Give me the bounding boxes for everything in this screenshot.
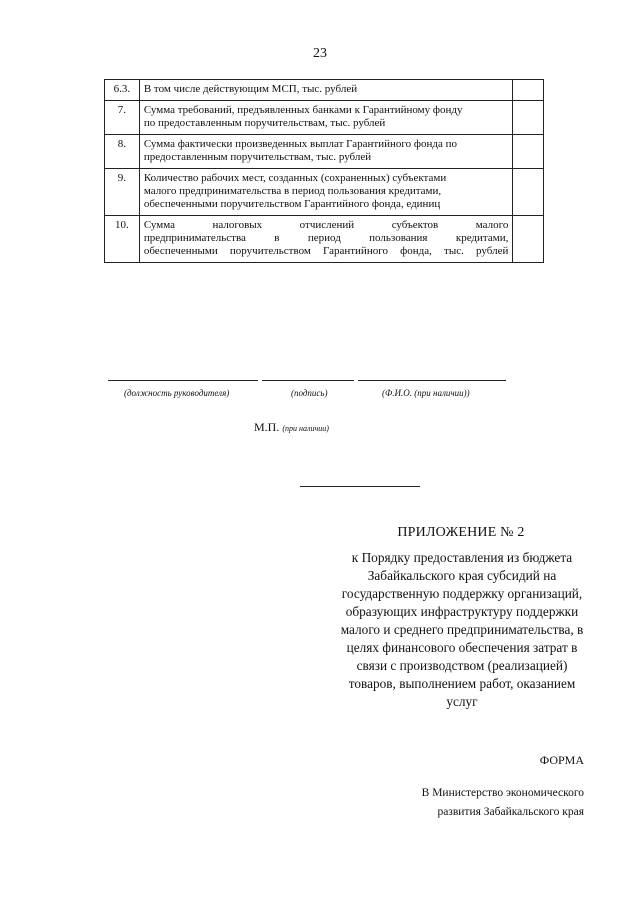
stamp-placeholder bbox=[254, 420, 329, 435]
row-text bbox=[139, 80, 513, 101]
table-row bbox=[105, 80, 544, 101]
position-signature-line bbox=[108, 380, 258, 381]
row-text-line: предпринимательства в период пользования кредитами, bbox=[143, 232, 509, 244]
row-value-cell bbox=[513, 135, 544, 169]
row-number: 9. bbox=[105, 169, 140, 216]
addressee-line: развития Забайкальского края bbox=[437, 806, 584, 818]
stamp-label: М.П. bbox=[254, 420, 280, 434]
row-number: 10. bbox=[105, 216, 140, 263]
row-number: 7. bbox=[105, 101, 140, 135]
stamp-note: (при наличии) bbox=[282, 424, 329, 433]
row-text bbox=[139, 216, 513, 263]
row-text bbox=[139, 101, 513, 135]
name-signature-line bbox=[358, 380, 506, 381]
addressee-block bbox=[384, 784, 584, 822]
row-text bbox=[139, 169, 513, 216]
appendix-title: ПРИЛОЖЕНИЕ № 2 bbox=[397, 525, 525, 540]
addressee-line: В Министерство экономического bbox=[421, 787, 584, 799]
page-number: 23 bbox=[313, 46, 327, 61]
row-text bbox=[139, 135, 513, 169]
table-row bbox=[105, 101, 544, 135]
row-text-line: Сумма требований, предъявленных банками к Гарантийному фонду bbox=[143, 104, 463, 116]
row-value-cell bbox=[513, 101, 544, 135]
row-text-line: Сумма налоговых отчислений субъектов малого bbox=[143, 219, 509, 231]
row-text-line: по предоставленным поручительствам, тыс. рублей bbox=[143, 117, 386, 129]
indicators-table bbox=[104, 79, 544, 263]
row-text-line: Сумма фактически произведенных выплат Гарантийного фонда по bbox=[143, 138, 457, 150]
row-text-line: обеспеченными поручительством Гарантийного фонда, единиц bbox=[143, 198, 441, 210]
table-row bbox=[105, 169, 544, 216]
row-text-line: Количество рабочих мест, созданных (сохраненных) субъектами bbox=[143, 172, 447, 184]
row-number: 6.3. bbox=[105, 80, 140, 101]
row-number: 8. bbox=[105, 135, 140, 169]
row-value-cell bbox=[513, 169, 544, 216]
position-label: (должность руководителя) bbox=[124, 388, 230, 398]
table-row bbox=[105, 216, 544, 263]
form-label: ФОРМА bbox=[539, 753, 584, 767]
appendix-description: к Порядку предоставления из бюджета Забайкальского края субсидий на государственную поддержку организаций, образующих инфраструктуру поддержки малого и среднего предпринимательства, в целях финансового обеспечения затрат в связи с производством (реализацией) товаров, выполнением работ, оказанием услуг bbox=[340, 550, 584, 709]
name-label: (Ф.И.О. (при наличии)) bbox=[382, 388, 470, 398]
section-divider bbox=[300, 486, 420, 487]
row-value-cell bbox=[513, 80, 544, 101]
row-text-line: малого предпринимательства в период пользования кредитами, bbox=[143, 185, 442, 197]
row-text-line: обеспеченными поручительством Гарантийного фонда, тыс. рублей bbox=[143, 245, 509, 257]
row-text-line: предоставленным поручительствам, тыс. рублей bbox=[143, 151, 372, 163]
row-text-line: В том числе действующим МСП, тыс. рублей bbox=[143, 83, 358, 95]
row-value-cell bbox=[513, 216, 544, 263]
signature-label: (подпись) bbox=[291, 388, 328, 398]
signature-line bbox=[262, 380, 354, 381]
table-row bbox=[105, 135, 544, 169]
